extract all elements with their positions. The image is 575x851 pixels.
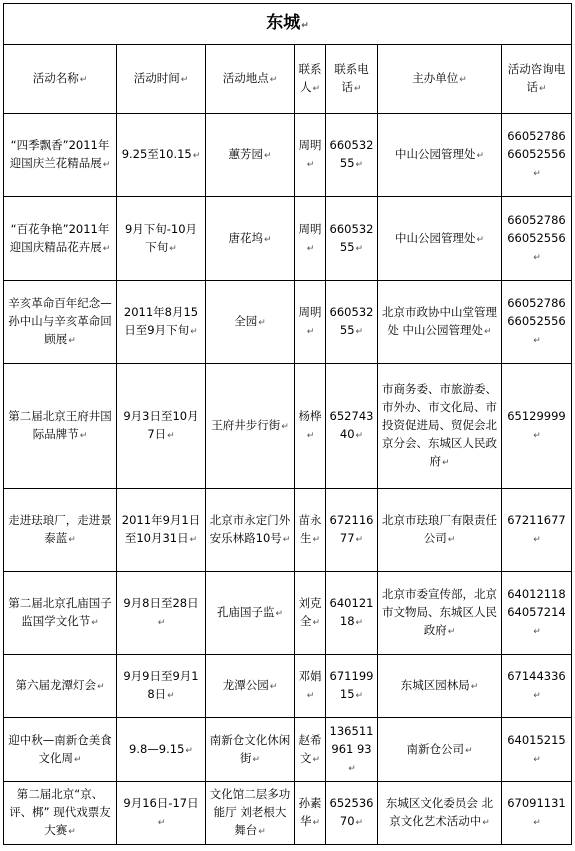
organizer: 北京市珐琅厂有限责任公司↵ <box>378 489 502 572</box>
consult-phone: 67144336↵ <box>502 655 572 718</box>
activity-name: 第二届北京王府井国际品牌节↵ <box>4 364 117 489</box>
contact-phone: 136511961 93↵ <box>326 718 378 782</box>
contact-phone: 67119915↵ <box>326 655 378 718</box>
table-row <box>4 197 572 281</box>
table-row <box>4 114 572 197</box>
table-row <box>4 782 572 845</box>
organizer: 中山公园管理处↵ <box>378 114 502 197</box>
activity-time: 9.8—9.15↵ <box>117 718 206 782</box>
activity-time: 2011年8月15日至9月下旬↵ <box>117 281 206 364</box>
activity-place: 蕙芳园↵ <box>206 114 295 197</box>
header-activity-name: 活动名称↵ <box>4 45 117 114</box>
consult-phone: 64015215↵ <box>502 718 572 782</box>
organizer: 北京市政协中山堂管理处 中山公园管理处↵ <box>378 281 502 364</box>
header-activity-time: 活动时间↵ <box>117 45 206 114</box>
activity-time: 9月下旬-10月下旬↵ <box>117 197 206 281</box>
organizer: 北京市委宣传部，北京市文物局、东城区人民政府↵ <box>378 572 502 655</box>
contact-person: 周明↵ <box>295 197 326 281</box>
document <box>3 3 571 845</box>
header-contact: 联系人↵ <box>295 45 326 114</box>
consult-phone: 66052786 66052556↵ <box>502 281 572 364</box>
table-row <box>4 364 572 489</box>
activity-place: 龙潭公园↵ <box>206 655 295 718</box>
activity-place: 唐花坞↵ <box>206 197 295 281</box>
contact-person: 邓娟↵ <box>295 655 326 718</box>
activity-place: 全园↵ <box>206 281 295 364</box>
activity-place: 王府井步行街↵ <box>206 364 295 489</box>
activity-name: “百花争艳”2011年迎国庆精品花卉展↵ <box>4 197 117 281</box>
table-row <box>4 489 572 572</box>
contact-phone: 64012118↵ <box>326 572 378 655</box>
activity-name: “四季飘香”2011年迎国庆兰花精品展↵ <box>4 114 117 197</box>
contact-person: 赵希文↵ <box>295 718 326 782</box>
activity-name: 第二届北京“京、评、梆” 现代戏票友大赛↵ <box>4 782 117 845</box>
contact-person: 周明↵ <box>295 281 326 364</box>
activity-place: 文化馆二层多功能厅 刘老根大舞台↵ <box>206 782 295 845</box>
contact-phone: 65253670↵ <box>326 782 378 845</box>
contact-person: 周明↵ <box>295 114 326 197</box>
contact-person: 刘克全↵ <box>295 572 326 655</box>
activity-name: 辛亥革命百年纪念—孙中山与辛亥革命回顾展↵ <box>4 281 117 364</box>
contact-phone: 65274340↵ <box>326 364 378 489</box>
activity-place: 北京市永定门外安乐林路10号↵ <box>206 489 295 572</box>
activity-place: 南新仓文化休闲街↵ <box>206 718 295 782</box>
activity-time: 9月8日至28日↵ <box>117 572 206 655</box>
table-row <box>4 718 572 782</box>
contact-person: 孙素华↵ <box>295 782 326 845</box>
consult-phone: 66052786 66052556↵ <box>502 197 572 281</box>
activity-time: 9月3日至10月7日↵ <box>117 364 206 489</box>
activity-place: 孔庙国子监↵ <box>206 572 295 655</box>
header-phone: 联系电话↵ <box>326 45 378 114</box>
organizer: 南新仓公司↵ <box>378 718 502 782</box>
table-row <box>4 655 572 718</box>
activity-name: 第六届龙潭灯会↵ <box>4 655 117 718</box>
consult-phone: 67211677↵ <box>502 489 572 572</box>
header-organizer: 主办单位↵ <box>378 45 502 114</box>
consult-phone: 66052786 66052556↵ <box>502 114 572 197</box>
table-row <box>4 281 572 364</box>
contact-phone: 67211677↵ <box>326 489 378 572</box>
contact-phone: 66053255↵ <box>326 114 378 197</box>
organizer: 东城区文化委员会 北京文化艺术活动中↵ <box>378 782 502 845</box>
consult-phone: 67091131↵ <box>502 782 572 845</box>
contact-phone: 66053255↵ <box>326 281 378 364</box>
organizer: 中山公园管理处↵ <box>378 197 502 281</box>
header-consult-phone: 活动咨询电话↵ <box>502 45 572 114</box>
organizer: 东城区园林局↵ <box>378 655 502 718</box>
activity-name: 走进珐琅厂，走进景泰蓝↵ <box>4 489 117 572</box>
activity-time: 9.25至10.15↵ <box>117 114 206 197</box>
consult-phone: 65129999↵ <box>502 364 572 489</box>
header-activity-place: 活动地点↵ <box>206 45 295 114</box>
district-title: 东城↵ <box>4 4 572 45</box>
contact-phone: 66053255↵ <box>326 197 378 281</box>
contact-person: 苗永生↵ <box>295 489 326 572</box>
activity-time: 9月9日至9月18日↵ <box>117 655 206 718</box>
activity-name: 迎中秋—南新仓美食文化周↵ <box>4 718 117 782</box>
activity-time: 2011年9月1日至10月31日↵ <box>117 489 206 572</box>
activity-time: 9月16日-17日↵ <box>117 782 206 845</box>
table-row <box>4 572 572 655</box>
activity-name: 第二届北京孔庙国子监国学文化节↵ <box>4 572 117 655</box>
contact-person: 杨桦↵ <box>295 364 326 489</box>
events-table <box>3 3 572 845</box>
consult-phone: 64012118 64057214↵ <box>502 572 572 655</box>
organizer: 市商务委、市旅游委、市外办、市文化局、市投资促进局、贸促会北京分会、东城区人民政府↵ <box>378 364 502 489</box>
